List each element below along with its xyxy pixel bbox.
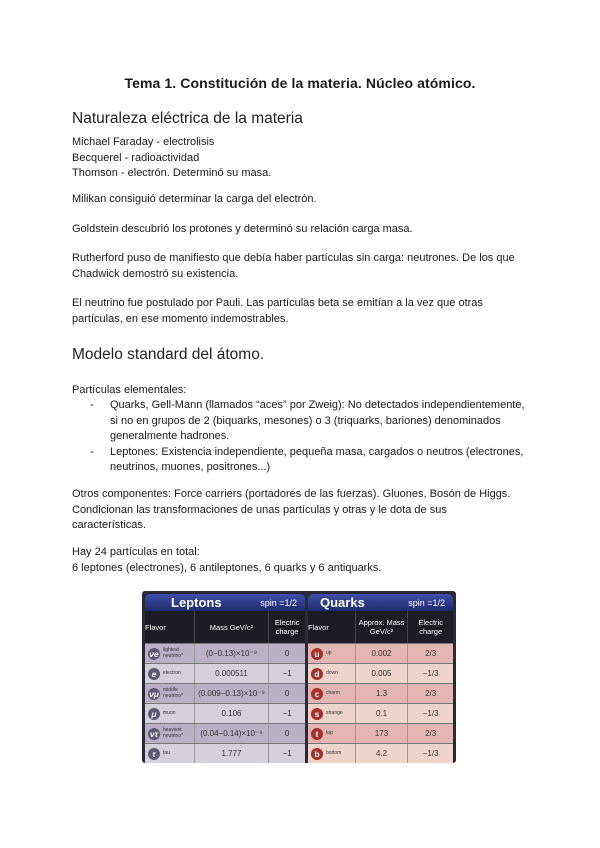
paragraph-goldstein xyxy=(72,222,532,238)
header-charge: Electric charge xyxy=(418,618,443,636)
text-line: características. xyxy=(72,519,146,531)
table-row xyxy=(145,703,305,723)
text-line: Michael Faraday - electrolisis xyxy=(72,136,215,148)
text-line: Rutherford puso de manifiesto que debía haber partículas sin carga: neutrones. De los que xyxy=(72,252,515,264)
list-item-leptones xyxy=(88,445,538,476)
mass-cell: 0.1 xyxy=(356,704,409,723)
paragraph-rutherford xyxy=(72,251,532,282)
text-line: Becquerel - radioactividad xyxy=(72,151,200,164)
particle-symbol: νμ xyxy=(149,688,159,699)
text-line: si no en grupos de 2 (biquarks, mesones) o 3 (triquarks, bariones) denominados xyxy=(110,414,501,427)
text-line: Hay 24 partículas en total: xyxy=(72,546,200,558)
text-line: Goldstein descubrió los protones y determinó su relación carga masa. xyxy=(72,223,413,235)
mass-cell: (0.04−0.14)×10⁻⁹ xyxy=(195,724,270,743)
page-title: Tema 1. Constitución de la materia. Núcleo atómico. xyxy=(124,75,476,91)
flavor-cell xyxy=(308,664,356,683)
quarks-header xyxy=(308,611,453,643)
flavor-cell xyxy=(308,684,356,703)
quarks-title: Quarks xyxy=(320,595,365,610)
flavor-cell xyxy=(145,704,195,723)
leptons-title-bar xyxy=(145,594,305,611)
particle-name: top xyxy=(326,729,333,736)
particle-name: lightest neutrino* xyxy=(163,647,184,659)
particle-name: up xyxy=(326,649,332,656)
particle-symbol: e xyxy=(148,668,160,680)
mass-cell: (0−0.13)×10⁻⁹ xyxy=(195,644,270,663)
text-line: Milikan consiguió determinar la carga del electrón. xyxy=(72,193,317,205)
paragraph-millikan xyxy=(72,192,532,208)
mass-cell: 0.002 xyxy=(356,644,409,663)
flavor-cell xyxy=(145,664,195,683)
text-line: generalmente hadrones. xyxy=(110,430,230,442)
mass-cell: 0.005 xyxy=(356,664,409,683)
charge-cell: −1/3 xyxy=(422,709,439,718)
charge-cell: 2/3 xyxy=(425,689,437,698)
table-row xyxy=(145,743,305,763)
bullet-dash: - xyxy=(90,399,94,411)
particle-name: strange xyxy=(326,709,343,716)
table-row xyxy=(145,683,305,703)
table-row xyxy=(308,683,453,703)
section-heading-naturaleza: Naturaleza eléctrica de la materia xyxy=(72,110,303,127)
table-row xyxy=(308,723,453,743)
charge-cell: −1/3 xyxy=(422,669,439,678)
text-line: El neutrino fue postulado por Pauli. Las partículas beta se emitían a la vez que otras xyxy=(72,297,483,309)
particle-name: tau xyxy=(163,749,170,756)
text-line: Thomson - electrón. Determinó su masa. xyxy=(72,167,272,179)
table-row xyxy=(145,723,305,743)
header-flavor: Flavor xyxy=(145,611,195,643)
paragraph-otros xyxy=(72,487,532,534)
mass-cell: 1.3 xyxy=(356,684,409,703)
discoverers-list xyxy=(72,135,532,182)
quarks-title-bar xyxy=(308,594,453,611)
charge-cell: 2/3 xyxy=(425,649,437,658)
quarks-spin: spin =1/2 xyxy=(408,598,445,608)
text-line: Quarks, Gell-Mann (llamados “aces” por Zweig): No detectados independientemente, xyxy=(110,399,525,411)
text-line: Otros componentes: Force carriers (portadores de las fuerzas). Gluones, Bosón de Higgs. xyxy=(72,488,511,500)
section-heading-modelo: Modelo standard del átomo. xyxy=(72,346,265,363)
list-item-quarks xyxy=(88,398,538,445)
flavor-cell xyxy=(145,684,195,703)
particle-symbol: μ xyxy=(148,708,160,720)
leptons-header xyxy=(145,611,305,643)
table-row xyxy=(145,643,305,663)
flavor-cell xyxy=(145,644,195,663)
particle-name: heaviest neutrino* xyxy=(163,727,184,739)
quarks-table xyxy=(308,594,453,760)
particle-name: electron xyxy=(163,669,181,676)
bullet-dash: - xyxy=(90,445,94,458)
charge-cell: 2/3 xyxy=(425,729,437,738)
mass-cell: 173 xyxy=(356,724,409,743)
text-line: Chadwick demostró su existencia. xyxy=(72,267,239,280)
particle-name: bottom xyxy=(326,749,342,756)
particle-symbol: t xyxy=(311,728,323,740)
paragraph-neutrino xyxy=(72,296,532,327)
leptons-table xyxy=(145,594,305,760)
flavor-cell xyxy=(308,644,356,663)
charge-cell: 0 xyxy=(284,729,290,738)
charge-cell: −1 xyxy=(282,709,292,718)
flavor-cell xyxy=(308,744,356,763)
charge-cell: 0 xyxy=(284,649,290,658)
mass-cell: 4.2 xyxy=(356,744,409,763)
leptons-spin: spin =1/2 xyxy=(260,598,297,608)
particles-bullet-list xyxy=(88,398,538,476)
charge-cell: −1 xyxy=(282,669,292,678)
flavor-cell xyxy=(308,724,356,743)
table-row xyxy=(308,743,453,763)
charge-cell: 0 xyxy=(284,689,290,698)
text-line: 6 leptones (electrones), 6 antileptones, 6 quarks y 6 antiquarks. xyxy=(72,561,382,574)
particle-symbol: c xyxy=(311,688,323,700)
text-line: neutrinos, muones, positrones...) xyxy=(110,461,271,473)
text-line: Leptones: Existencia independiente, pequeña masa, cargados o neutros (electrones, xyxy=(110,445,524,458)
particle-symbol: νe xyxy=(149,648,159,659)
elementales-label xyxy=(72,383,532,399)
particle-symbol: τ xyxy=(148,748,160,760)
mass-cell: 0.106 xyxy=(195,704,270,723)
flavor-cell xyxy=(308,704,356,723)
mass-cell: 0.000511 xyxy=(195,664,270,683)
particle-symbol: ντ xyxy=(149,728,159,739)
mass-cell: (0.009−0.13)×10⁻⁹ xyxy=(195,684,270,703)
mass-cell: 1.777 xyxy=(195,744,270,763)
header-flavor: Flavor xyxy=(308,611,356,643)
leptons-title: Leptons xyxy=(171,595,222,610)
particle-name: down xyxy=(326,669,338,676)
table-row xyxy=(308,703,453,723)
particle-name: middle neutrino* xyxy=(163,687,184,699)
particle-symbol: b xyxy=(311,748,323,760)
particle-name: charm xyxy=(326,689,340,696)
header-mass: Mass GeV/c² xyxy=(195,611,270,643)
paragraph-total xyxy=(72,545,532,576)
standard-model-figure xyxy=(142,591,456,763)
flavor-cell xyxy=(145,724,195,743)
table-row xyxy=(308,663,453,683)
header-charge: Electric charge xyxy=(274,618,300,636)
charge-cell: −1 xyxy=(282,749,292,758)
table-row xyxy=(308,643,453,663)
particle-symbol: s xyxy=(311,708,323,720)
header-mass: Approx. Mass GeV/c² xyxy=(356,611,409,643)
text-line: partículas, en ese momento indemostrables. xyxy=(72,312,289,325)
table-row xyxy=(145,663,305,683)
particle-symbol: u xyxy=(311,648,323,660)
flavor-cell xyxy=(145,744,195,763)
charge-cell: −1/3 xyxy=(422,749,439,758)
particle-name: muon xyxy=(163,709,176,716)
text-line: Partículas elementales: xyxy=(72,384,187,396)
text-line: Condicionan las transformaciones de unas partículas y otras y le dota de sus xyxy=(72,503,447,516)
particle-symbol: d xyxy=(311,668,323,680)
